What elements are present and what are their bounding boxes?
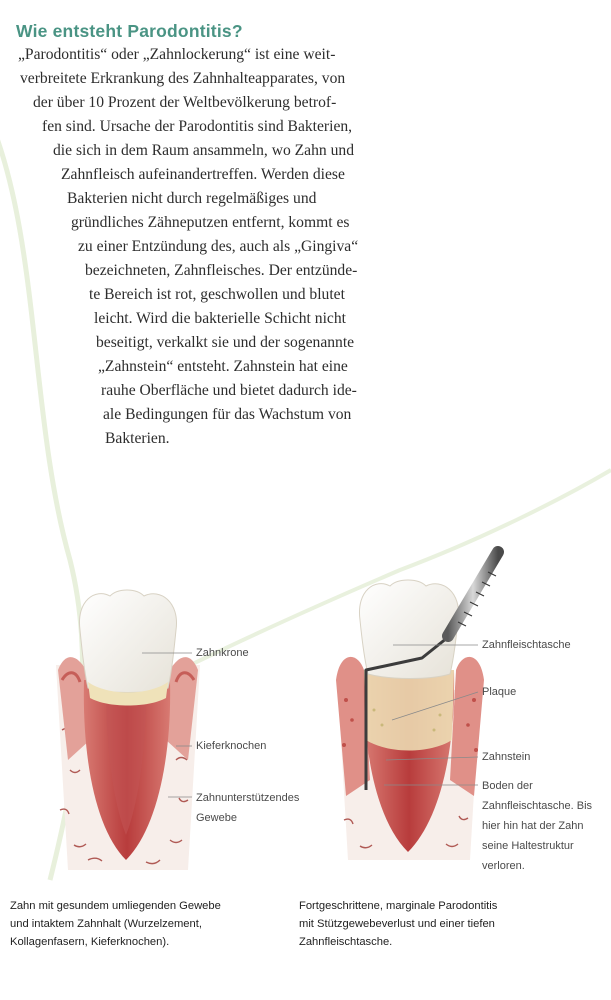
label-gewebe-line1: Zahnunterstützendes	[196, 792, 300, 804]
caption-line: und intaktem Zahnhalt (Wurzelzement,	[10, 918, 202, 930]
body-line: rauhe Oberfläche und bietet dadurch ide-	[101, 382, 357, 399]
body-line: beseitigt, verkalkt sie und der sogenannte	[96, 334, 355, 351]
label-boden-line: verloren.	[482, 860, 525, 872]
caption-line: Zahn mit gesundem umliegenden Gewebe	[10, 900, 221, 912]
caption-line: mit Stützgewebeverlust und einer tiefen	[299, 918, 495, 930]
label-zahnstein: Zahnstein	[482, 751, 531, 763]
body-line: te Bereich ist rot, geschwollen und blutet	[89, 286, 345, 303]
caption-right	[299, 897, 569, 951]
label-boden-line: Boden der	[482, 780, 533, 792]
body-line: „Zahnstein“ entsteht. Zahnstein hat eine	[98, 358, 348, 375]
body-line: die sich in dem Raum ansammeln, wo Zahn und	[53, 142, 354, 159]
body-line: verbreitete Erkrankung des Zahnhalteapparates, von	[20, 70, 346, 87]
label-kieferknochen: Kieferknochen	[196, 740, 267, 752]
body-line: gründliches Zähneputzen entfernt, kommt es	[71, 214, 350, 231]
body-line: fen sind. Ursache der Parodontitis sind Bakterien,	[42, 118, 353, 135]
body-line: bezeichneten, Zahnfleisches. Der entzünde-	[85, 262, 358, 279]
label-boden-line: Zahnfleischtasche. Bis	[482, 800, 593, 812]
body-line: „Parodontitis“ oder „Zahnlockerung“ ist eine weit-	[18, 46, 336, 63]
body-line: der über 10 Prozent der Weltbevölkerung betrof-	[33, 94, 337, 111]
body-line: Bakterien nicht durch regelmäßiges und	[67, 190, 317, 207]
caption-line: Zahnfleischtasche.	[299, 936, 393, 948]
body-line: Zahnfleisch aufeinandertreffen. Werden diese	[61, 166, 345, 183]
label-boden-line: hier hin hat der Zahn	[482, 820, 584, 832]
label-boden-line: seine Haltestruktur	[482, 840, 574, 852]
label-gewebe-line2: Gewebe	[196, 812, 237, 824]
label-zahnfleischtasche: Zahnfleischtasche	[482, 639, 571, 651]
body-line: zu einer Entzündung des, auch als „Gingiva“	[78, 238, 359, 255]
body-line: leicht. Wird die bakterielle Schicht nicht	[94, 310, 346, 327]
caption-line: Kollagenfasern, Kieferknochen).	[10, 936, 170, 948]
body-line: Bakterien.	[105, 430, 170, 447]
page-title: Wie entsteht Parodontitis?	[16, 21, 243, 41]
label-plaque: Plaque	[482, 686, 517, 698]
caption-line: Fortgeschrittene, marginale Parodontitis	[299, 900, 498, 912]
label-zahnkrone: Zahnkrone	[196, 647, 249, 659]
body-line: ale Bedingungen für das Wachstum von	[103, 406, 352, 423]
caption-left	[10, 897, 280, 951]
